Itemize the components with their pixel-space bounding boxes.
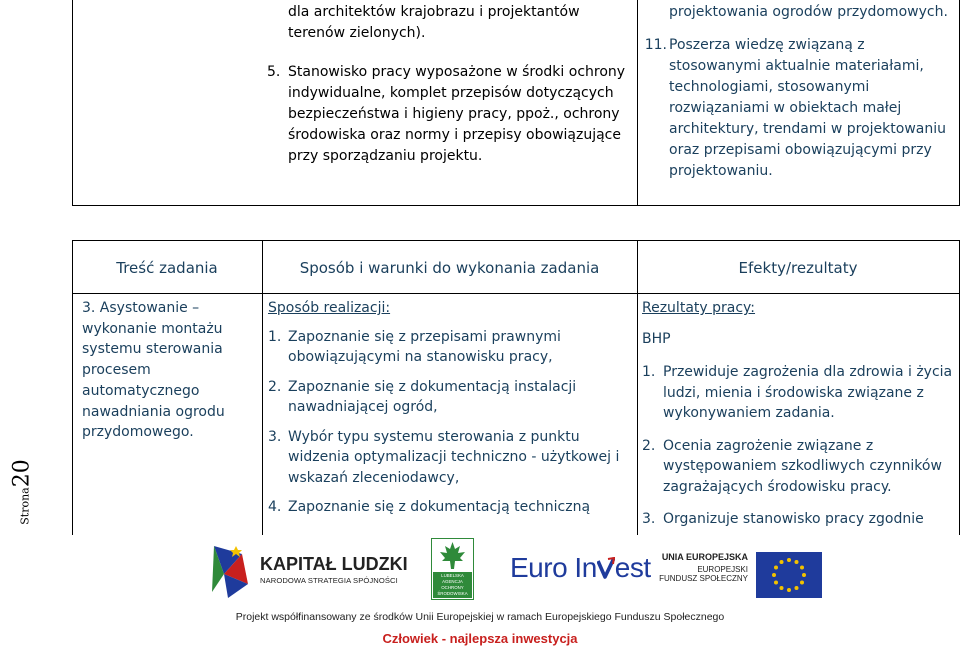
header-method: Sposób i warunki do wykonania zadania xyxy=(299,259,600,277)
euro-b: est xyxy=(614,552,651,583)
results-item-text: Przewiduje zagrożenia dla zdrowia i życia ludzi, mienia i środowiska związane z wykonywaniem zadania. xyxy=(663,364,953,421)
top-right-line-1: projektowania ogrodów przydomowych. xyxy=(669,4,948,20)
top-right-cell xyxy=(640,2,955,182)
method-list xyxy=(268,327,630,518)
results-list xyxy=(642,362,954,530)
task-text: 3. Asystowanie – wykonanie montażu systemu sterowania procesem automatycznego nawadniania ogrodu przydomowego. xyxy=(82,300,225,441)
results-sub: BHP xyxy=(642,330,671,347)
results-item xyxy=(642,509,954,530)
top-item-11-text: Poszerza wiedzę związaną z stosowanymi aktualnie materiałami, technologiami, stosowanymi rozwiązaniami w obiektach małej architektury, trendami w projektowaniu oraz przepisami obowiązującymi przy projektowaniu. xyxy=(669,37,946,179)
results-cell xyxy=(642,298,954,537)
table-main-div2 xyxy=(637,240,638,535)
header-task: Treść zadania xyxy=(116,259,218,277)
lublin-line: AGENCJA xyxy=(442,579,463,584)
results-item xyxy=(642,436,954,498)
euro-v-icon xyxy=(597,554,615,576)
table-main-left-border xyxy=(72,240,73,535)
method-item xyxy=(268,377,630,418)
euro-a: Euro In xyxy=(510,552,597,583)
lublin-text xyxy=(433,572,472,598)
table-main-top-border xyxy=(72,240,960,241)
lublin-line: OCHRONY xyxy=(441,585,464,590)
method-item xyxy=(268,427,630,489)
top-item-5-num: 5. xyxy=(267,64,281,80)
results-item-num: 2. xyxy=(642,437,656,454)
results-item xyxy=(642,362,954,424)
logo-kapital-ludzki xyxy=(208,540,408,602)
footer-line-1: Projekt współfinansowany ze środków Unii Europejskiej w ramach Europejskiego Funduszu Społecznego xyxy=(235,611,725,623)
results-item-num: 3. xyxy=(642,511,656,527)
top-item-11-num: 11. xyxy=(644,37,667,53)
ue-sub2: FUNDUSZ SPOŁECZNY xyxy=(659,574,748,583)
table-top-left-border xyxy=(72,0,73,206)
table-top-mid-border xyxy=(637,0,638,206)
footer-line-2: Człowiek - najlepsza inwestycja xyxy=(382,631,578,646)
lublin-line: LUBELSKA xyxy=(441,573,464,578)
method-item xyxy=(268,497,630,518)
logo-euro-invest xyxy=(510,552,651,584)
top-item-5 xyxy=(267,62,627,167)
method-item-num: 4. xyxy=(268,499,282,515)
lublin-line: ŚRODOWISKA xyxy=(437,591,468,596)
kl-title: KAPITAŁ LUDZKI xyxy=(260,554,408,574)
results-item-num: 1. xyxy=(642,364,656,380)
kapital-ludzki-emblem-icon xyxy=(208,540,258,602)
method-item-num: 2. xyxy=(268,378,282,395)
method-item-num: 1. xyxy=(268,328,282,345)
top-item-5-text: Stanowisko pracy wyposażone w środki ochrony indywidualne, komplet przepisów dotyczących bezpieczeństwa i higieny pracy, ppoż., ochrony środowiska oraz normy i przepisy obowiązujące przy sporządzaniu projektu. xyxy=(288,64,626,164)
method-title: Sposób realizacji: xyxy=(268,300,391,316)
page-label: Strona xyxy=(18,487,32,525)
method-item-text: Zapoznanie się z dokumentacją instalacji nawadniającej ogród, xyxy=(288,378,577,415)
table-top-bottom-border xyxy=(72,205,960,206)
method-item-text: Zapoznanie się z przepisami prawnymi obowiązującymi na stanowisku pracy, xyxy=(288,328,561,365)
method-item-text: Zapoznanie się z dokumentacją techniczną xyxy=(288,499,591,515)
ue-sub1: EUROPEJSKI xyxy=(697,565,748,574)
eu-flag-icon xyxy=(756,552,822,598)
table-header-bottom-border xyxy=(72,293,960,294)
header-results: Efekty/rezultaty xyxy=(738,259,858,277)
table-main-div1 xyxy=(262,240,263,535)
results-title: Rezultaty pracy: xyxy=(642,300,756,316)
method-cell xyxy=(268,298,630,525)
top-left-line-2: terenów zielonych). xyxy=(288,25,426,41)
kl-sub: NARODOWA STRATEGIA SPÓJNOŚCI xyxy=(260,576,398,585)
logo-eu xyxy=(659,552,844,598)
method-item xyxy=(268,327,630,368)
logo-lublin-agency xyxy=(431,538,474,600)
page-number xyxy=(10,459,35,524)
page-num: 20 xyxy=(9,459,35,488)
maple-leaf-icon xyxy=(432,540,473,572)
ue-title: UNIA EUROPEJSKA xyxy=(661,552,748,562)
task-cell xyxy=(82,298,252,443)
top-left-line-1: dla architektów krajobrazu i projektantów xyxy=(288,4,580,20)
results-item-text: Organizuje stanowisko pracy zgodnie xyxy=(663,511,924,527)
method-item-num: 3. xyxy=(268,428,282,445)
top-left-cell xyxy=(267,2,627,167)
top-item-11 xyxy=(640,35,955,182)
results-item-text: Ocenia zagrożenie związane z występowaniem szkodliwych czynników zagrażających środowisku pracy. xyxy=(663,437,942,495)
method-item-text: Wybór typu systemu sterowania z punktu widzenia optymalizacji techniczno - użytkowej i wskazań zleceniodawcy, xyxy=(288,428,620,486)
